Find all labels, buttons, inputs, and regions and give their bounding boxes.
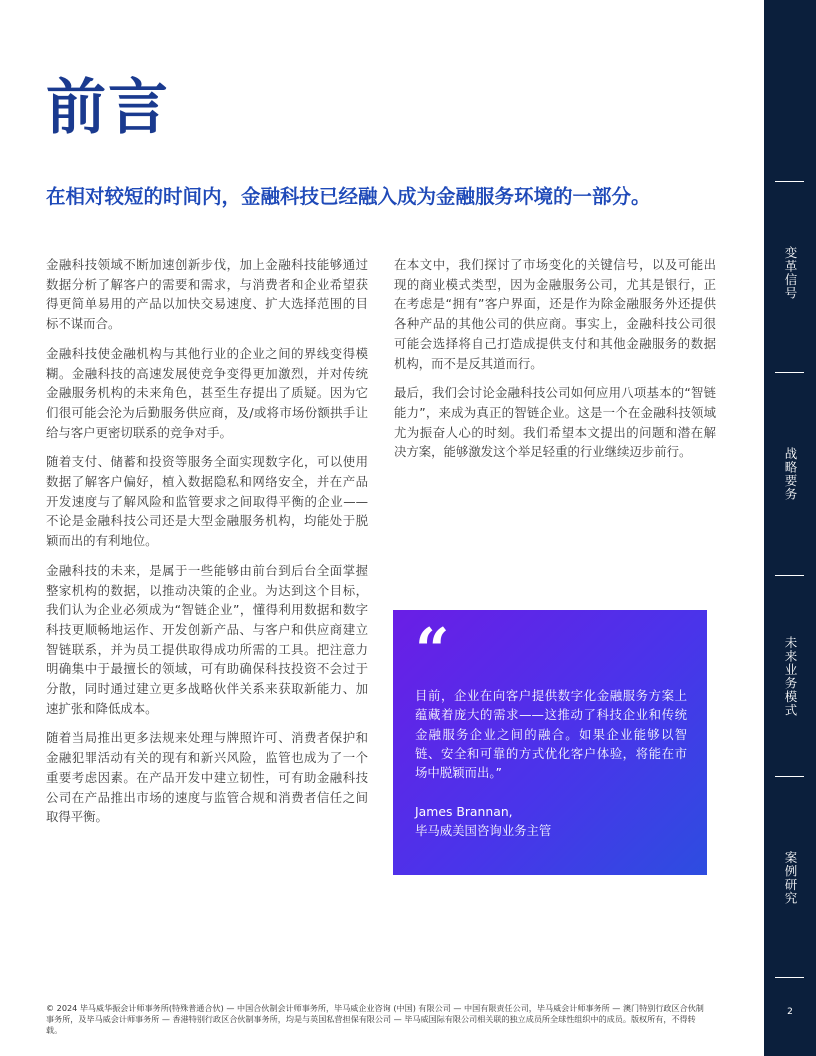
sidebar-item-case-studies[interactable]: 案例研究 (783, 851, 798, 905)
body-paragraph: 最后，我们会讨论金融科技公司如何应用八项基本的“智链能力”，来成为真正的智链企业。这是一个在金融科技领域尤为振奋人心的时刻。我们希望本文提出的问题和潜在解决方案，能够激发这个举足轻重的行业继续迈步前行。 (394, 385, 716, 460)
sidebar-item-strategic-imperatives[interactable]: 战略要务 (783, 447, 798, 501)
quote-text: 目前，企业在向客户提供数字化金融服务方案上蕴藏着庞大的需求——这推动了科技企业和传统金融服务企业之间的融合。如果企业能够以智链、安全和可靠的方式优化客户体验，将能在市场中脱颖而出。” (415, 688, 687, 781)
page-title: 前言 (46, 73, 170, 143)
copyright-footer: © 2024 毕马威华振会计师事务所(特殊普通合伙) — 中国合伙制会计师事务所，毕马威企业咨询 (中国) 有限公司 — 中国有限责任公司，毕马威会计师事务所 — 澳门特别行政区合伙制事务所，及毕马威会计师事务所 — 香港特别行政区合伙制事务所，均是与英国私营担保有限公司 — 毕马威国际有限公司相关联的独立成员所全球性组织中的成员。版权所有，不得转载。 (46, 1003, 704, 1035)
body-paragraph: 随着支付、储蓄和投资等服务全面实现数字化，可以使用数据了解客户偏好，植入数据隐私和网络安全，并在产品开发速度与了解风险和监管要求之间取得平衡的企业——不论是金融科技公司还是大型金融服务机构，均能处于脱颖而出的有利地位。 (46, 454, 368, 549)
quote-mark-icon: “ (415, 616, 446, 686)
body-paragraph: 金融科技使金融机构与其他行业的企业之间的界线变得模糊。金融科技的高速发展使竞争变得更加激烈，并对传统金融服务机构的未来角色，甚至生存提出了质疑。因为它们很可能会沦为后勤服务供应商，及/或将市场份额拱手让给与客户更密切联系的竞争对手。 (46, 345, 368, 440)
section-sidebar (764, 0, 816, 1056)
body-paragraph: 随着当局推出更多法规来处理与牌照许可、消费者保护和金融犯罪活动有关的现有和新兴风险，监管也成为了一个重要考虑因素。在产品开发中建立韧性，可有助金融科技公司在产品推出市场的速度与监管合规和消费者信任之间取得平衡。 (46, 730, 368, 825)
sidebar-divider (775, 181, 804, 182)
sidebar-item-future-business-models[interactable]: 未来业务模式 (783, 636, 798, 717)
sidebar-divider (775, 776, 804, 777)
body-paragraph: 金融科技的未来，是属于一些能够由前台到后台全面掌握整家机构的数据，以推动决策的企业。为达到这个目标，我们认为企业必须成为“智链企业”，懂得利用数据和数字科技更顺畅地运作、开发创新产品、与客户和供应商建立智链联系，并为员工提供取得成功所需的工具。把注意力明确集中于最擅长的领域，可有助确保科技投资不会过于分散，同时通过建立更多战略伙伴关系来获取新能力、加速扩张和降低成本。 (46, 562, 368, 716)
body-paragraph: 在本文中，我们探讨了市场变化的关键信号，以及可能出现的商业模式类型，因为金融服务公司，尤其是银行，正在考虑是“拥有”客户界面，还是作为除金融服务外还提供各种产品的其他公司的供应商。事实上，金融科技公司很可能会选择将自己打造成提供支付和其他金融服务的数据机构，而不是反其道而行。 (394, 257, 716, 371)
quote-author-title: 毕马威美国咨询业务主管 (415, 823, 552, 839)
sidebar-item-signals-of-change[interactable]: 变革信号 (783, 246, 798, 300)
quote-author-name: James Brannan, (415, 804, 513, 820)
body-column-right (394, 255, 716, 472)
sidebar-divider (775, 977, 804, 978)
page-number: 2 (787, 1007, 793, 1017)
page-subtitle: 在相对较短的时间内，金融科技已经融入成为金融服务环境的一部分。 (46, 185, 651, 208)
sidebar-divider (775, 575, 804, 576)
sidebar-divider (775, 372, 804, 373)
body-paragraph: 金融科技领域不断加速创新步伐，加上金融科技能够通过数据分析了解客户的需要和需求，与消费者和企业希望获得更简单易用的产品以加快交易速度、扩大选择范围的目标不谋而合。 (46, 257, 368, 332)
pull-quote-box (393, 610, 707, 875)
body-column-left (46, 255, 368, 837)
